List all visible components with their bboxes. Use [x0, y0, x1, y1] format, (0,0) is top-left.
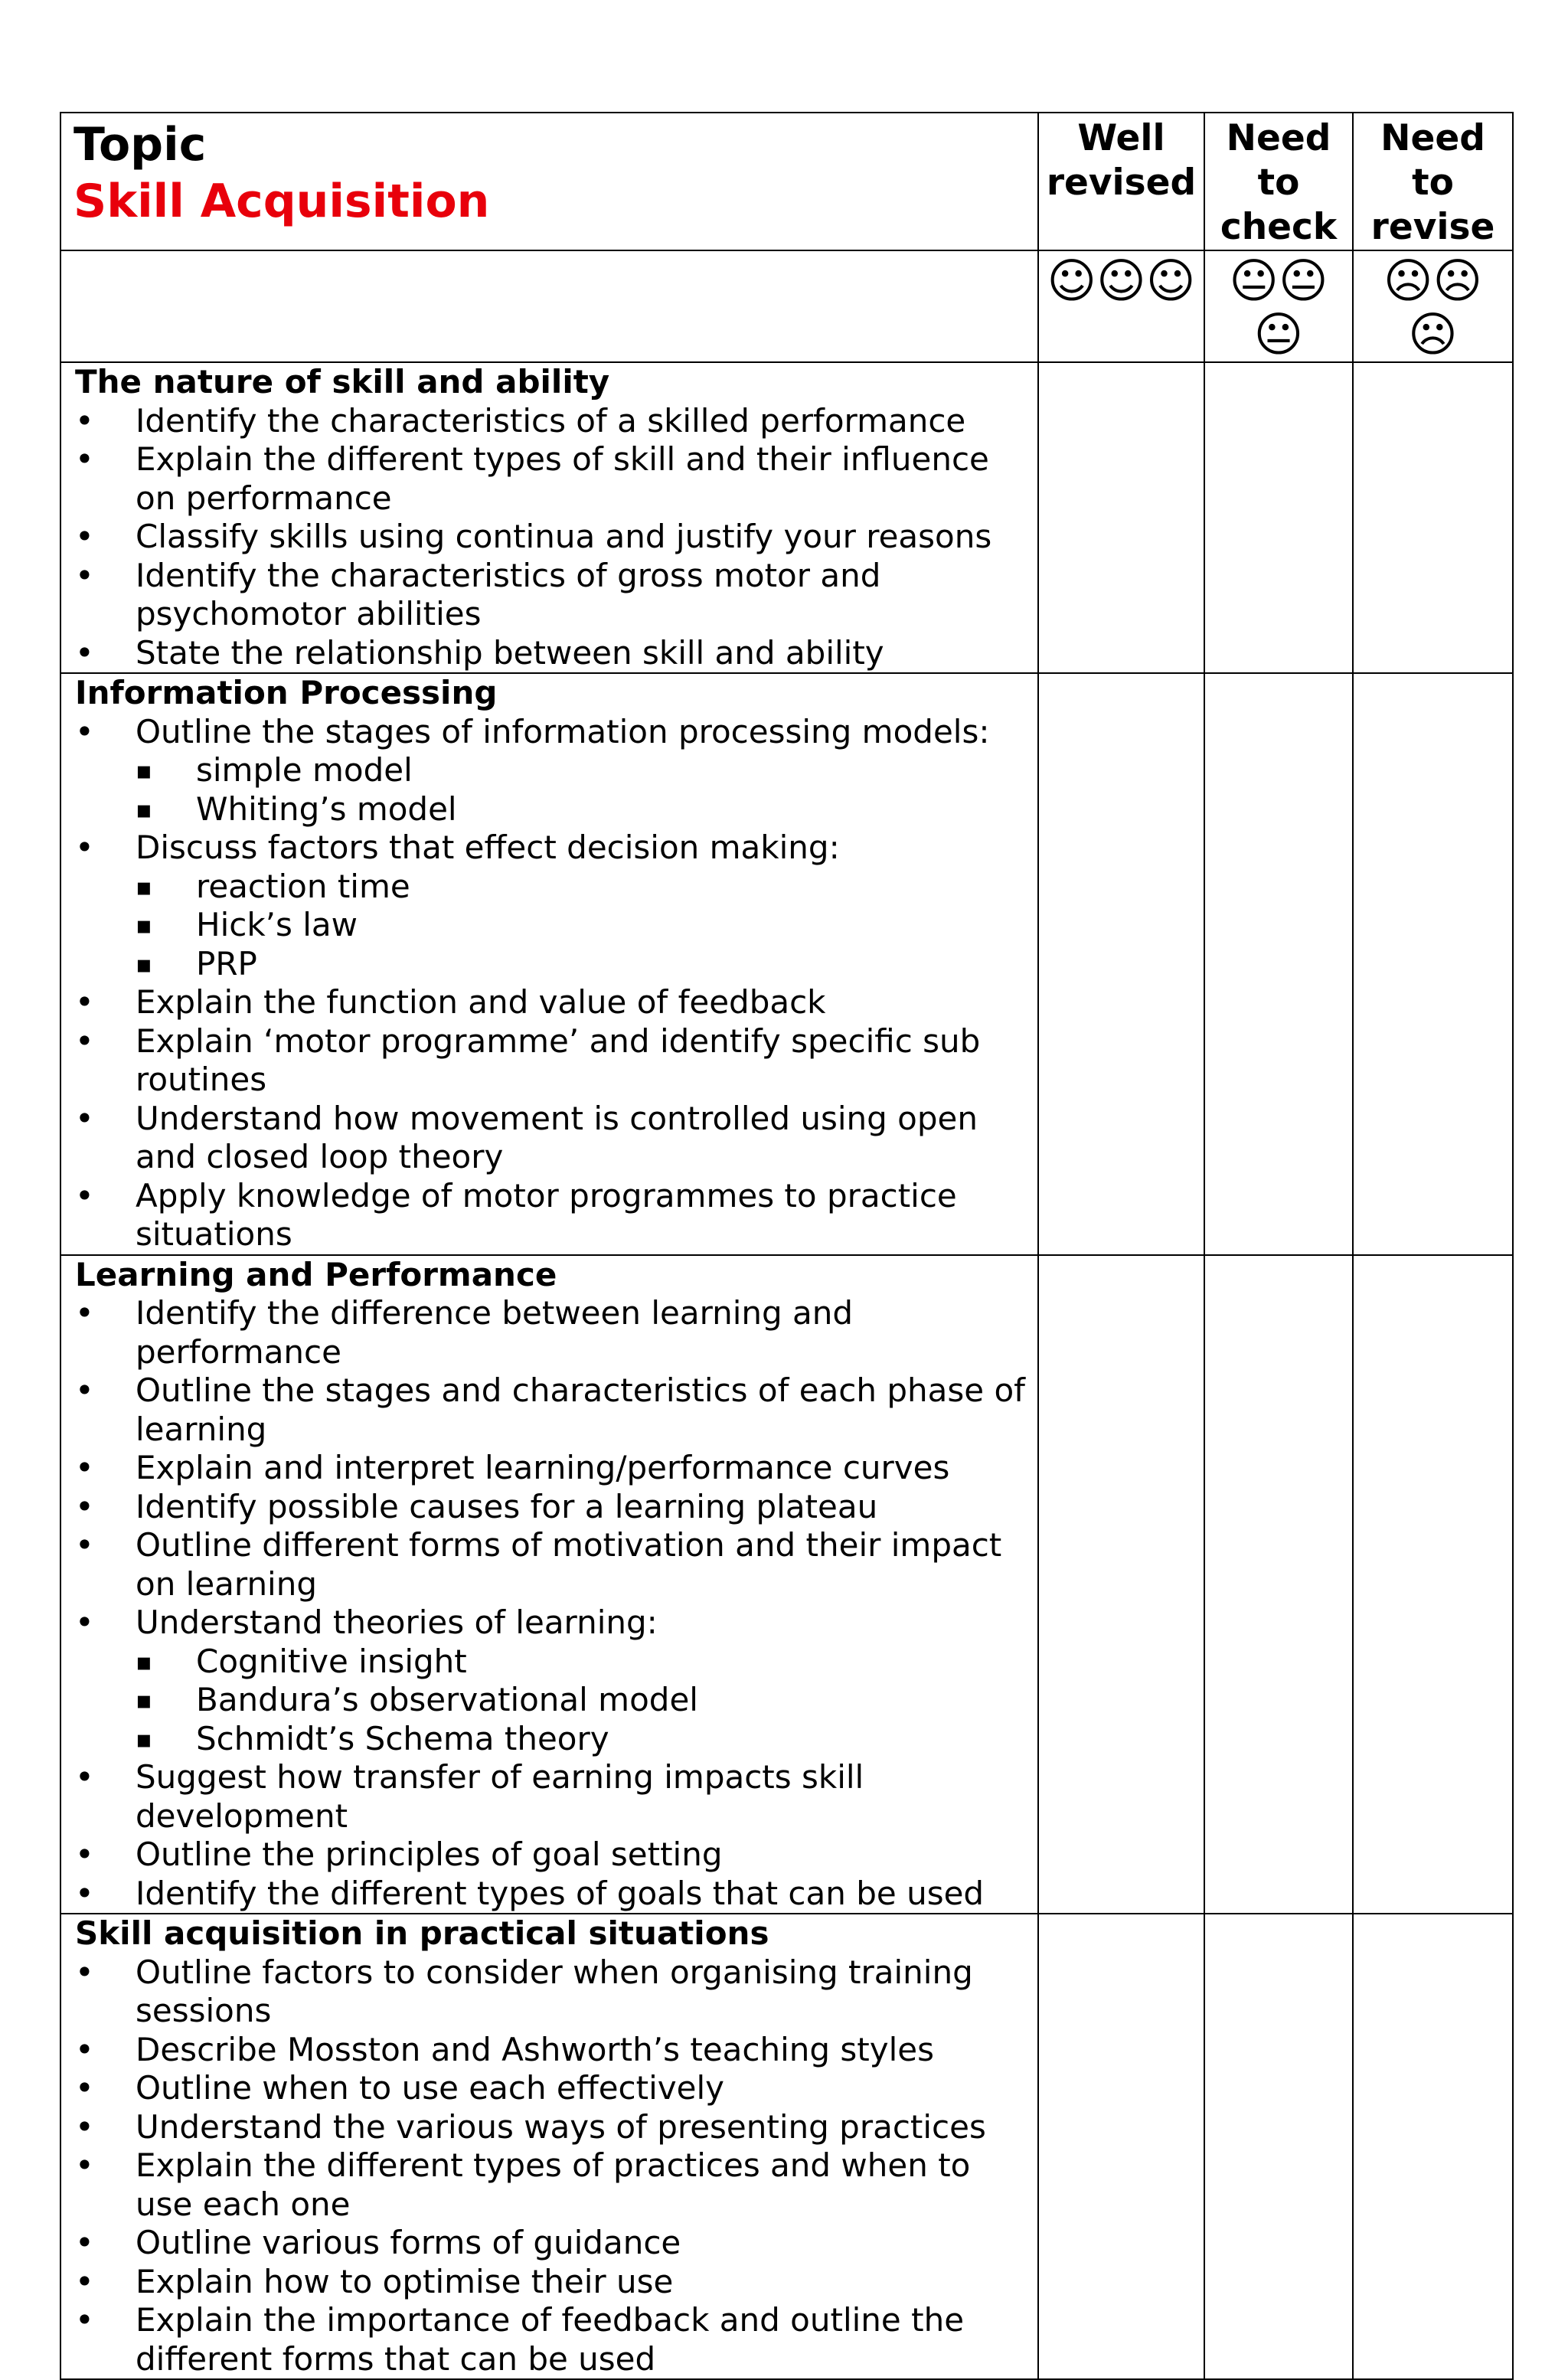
list-item-text: Outline factors to consider when organising training sessions — [136, 1953, 973, 2029]
list-item-text: Identify the difference between learning and performance — [136, 1294, 854, 1371]
well-revised-checkbox-cell[interactable] — [1038, 362, 1204, 673]
list-item-text: Suggest how transfer of earning impacts skill development — [136, 1758, 864, 1835]
column-header-line: Need — [1226, 117, 1331, 159]
sub-bullet-list — [136, 1643, 1030, 1759]
column-header-line: check — [1220, 206, 1338, 248]
list-item — [75, 2146, 1030, 2224]
section-row — [60, 362, 1513, 673]
bullet-list — [75, 713, 1030, 1254]
list-item-text: Discuss factors that effect decision making: — [136, 829, 840, 866]
section-title: Learning and Performance — [75, 1255, 557, 1293]
list-item-text: Explain ‘motor programme’ and identify specific sub routines — [136, 1022, 981, 1098]
smiley-face-icon: ☺☺☺ — [1047, 253, 1196, 309]
list-item — [75, 557, 1030, 634]
sad-faces-cell — [1353, 250, 1513, 362]
need-to-check-checkbox-cell[interactable] — [1204, 362, 1353, 673]
list-item-text: Outline when to use each effectively — [136, 2069, 724, 2107]
list-item — [75, 1836, 1030, 1875]
list-item-text: Identify the characteristics of a skilled performance — [136, 401, 966, 440]
column-header-line: to — [1257, 162, 1300, 204]
section-content-cell — [60, 1914, 1038, 2379]
list-item-text: Classify skills using continua and justify your reasons — [136, 518, 992, 555]
revision-checklist-table — [60, 112, 1514, 2380]
list-item — [75, 1449, 1030, 1488]
section-row — [60, 1914, 1513, 2379]
sad-face-icon: ☹ — [1408, 306, 1458, 362]
sub-list-item: ▪ Hick’s law — [136, 906, 1030, 945]
list-item-text: Identify possible causes for a learning plateau — [136, 1487, 878, 1525]
column-header-line: Need — [1380, 117, 1485, 159]
list-item-text: Explain the importance of feedback and outline the different forms that can be used — [136, 2301, 965, 2378]
faces-row — [60, 250, 1513, 362]
neutral-face-icon: 😐 — [1253, 306, 1304, 362]
need-to-revise-header — [1353, 113, 1513, 250]
sub-list-item: ▪ Bandura’s observational model — [136, 1681, 1030, 1720]
section-content-cell — [60, 673, 1038, 1255]
happy-faces-cell — [1038, 250, 1204, 362]
sub-list-item: ▪ Whiting’s model — [136, 790, 1030, 829]
well-revised-checkbox-cell[interactable] — [1038, 1255, 1204, 1914]
bullet-list — [75, 1294, 1030, 1913]
list-item — [75, 1526, 1030, 1604]
list-item-text: Understand the various ways of presenting practices — [136, 2107, 986, 2146]
list-item-text: State the relationship between skill and ability — [136, 633, 884, 672]
list-item — [75, 1953, 1030, 2031]
sub-bullet-list — [136, 868, 1030, 984]
list-item — [75, 983, 1030, 1022]
list-item — [75, 440, 1030, 518]
list-item — [75, 2301, 1030, 2378]
topic-name: Skill Acquisition — [74, 175, 490, 228]
section-title: Skill acquisition in practical situations — [75, 1914, 769, 1952]
list-item-text: Apply knowledge of motor programmes to practice situations — [136, 1176, 957, 1253]
topic-header-cell — [60, 113, 1038, 250]
neutral-faces-cell — [1204, 250, 1353, 362]
section-title: Information Processing — [75, 674, 498, 711]
sub-list-item: ▪ reaction time — [136, 868, 1030, 907]
list-item-text: Describe Mosston and Ashworth’s teaching styles — [136, 2030, 935, 2068]
list-item-text: Outline various forms of guidance — [136, 2224, 681, 2261]
list-item-text: Explain the different types of skill and their influence on performance — [136, 440, 989, 517]
list-item-text: Outline the principles of goal setting — [136, 1836, 723, 1873]
need-to-revise-checkbox-cell[interactable] — [1353, 1914, 1513, 2379]
list-item — [75, 1294, 1030, 1371]
list-item — [75, 1177, 1030, 1254]
list-item-text: Identify the characteristics of gross motor and psychomotor abilities — [136, 556, 881, 633]
list-item — [75, 2108, 1030, 2147]
need-to-revise-checkbox-cell[interactable] — [1353, 673, 1513, 1255]
list-item — [75, 2224, 1030, 2263]
need-to-check-checkbox-cell[interactable] — [1204, 673, 1353, 1255]
list-item — [75, 1875, 1030, 1914]
list-item-text: Explain and interpret learning/performance curves — [136, 1449, 950, 1486]
section-row — [60, 1255, 1513, 1914]
need-to-revise-checkbox-cell[interactable] — [1353, 1255, 1513, 1914]
well-revised-checkbox-cell[interactable] — [1038, 1914, 1204, 2379]
list-item — [75, 829, 1030, 983]
section-content-cell — [60, 1255, 1038, 1914]
list-item-text: Outline the stages of information processing models: — [136, 712, 990, 750]
neutral-face-icon: 😐😐 — [1229, 253, 1328, 309]
need-to-check-checkbox-cell[interactable] — [1204, 1914, 1353, 2379]
well-revised-header — [1038, 113, 1204, 250]
list-item — [75, 1100, 1030, 1177]
section-title: The nature of skill and ability — [75, 363, 610, 400]
list-item-text: Explain the different types of practices and when to use each one — [136, 2146, 971, 2223]
topic-label: Topic — [74, 118, 207, 172]
column-header-line: Well — [1077, 117, 1165, 159]
list-item — [75, 1758, 1030, 1836]
need-to-check-header — [1204, 113, 1353, 250]
column-header-line: to — [1412, 162, 1454, 204]
list-item — [75, 1604, 1030, 1758]
list-item — [75, 1022, 1030, 1100]
list-item — [75, 402, 1030, 441]
list-item — [75, 2069, 1030, 2108]
list-item — [75, 713, 1030, 829]
list-item — [75, 634, 1030, 673]
sad-face-icon: ☹☹ — [1383, 253, 1483, 309]
list-item-text: Understand theories of learning: — [136, 1604, 658, 1641]
bullet-list — [75, 402, 1030, 673]
sub-list-item: ▪ PRP — [136, 945, 1030, 984]
need-to-check-checkbox-cell[interactable] — [1204, 1255, 1353, 1914]
section-content-cell — [60, 362, 1038, 673]
sub-bullet-list — [136, 751, 1030, 829]
list-item-text: Understand how movement is controlled using open and closed loop theory — [136, 1099, 978, 1175]
list-item-text: Outline different forms of motivation and their impact on learning — [136, 1526, 1002, 1603]
column-header-line: revise — [1370, 206, 1495, 248]
need-to-revise-checkbox-cell[interactable] — [1353, 362, 1513, 673]
list-item-text: Explain the function and value of feedback — [136, 983, 826, 1021]
list-item — [75, 2031, 1030, 2070]
header-row — [60, 113, 1513, 250]
well-revised-checkbox-cell[interactable] — [1038, 673, 1204, 1255]
list-item — [75, 518, 1030, 557]
list-item — [75, 2263, 1030, 2302]
list-item-text: Explain how to optimise their use — [136, 2262, 674, 2300]
faces-row-empty-cell — [60, 250, 1038, 362]
sub-list-item: ▪ Schmidt’s Schema theory — [136, 1720, 1030, 1759]
list-item — [75, 1488, 1030, 1527]
sub-list-item: ▪ simple model — [136, 751, 1030, 790]
bullet-list — [75, 1953, 1030, 2379]
column-header-line: revised — [1046, 162, 1197, 204]
list-item-text: Outline the stages and characteristics of each phase of learning — [136, 1371, 1025, 1448]
section-row — [60, 673, 1513, 1255]
sub-list-item: ▪ Cognitive insight — [136, 1643, 1030, 1682]
list-item — [75, 1371, 1030, 1449]
list-item-text: Identify the different types of goals that can be used — [136, 1874, 985, 1912]
